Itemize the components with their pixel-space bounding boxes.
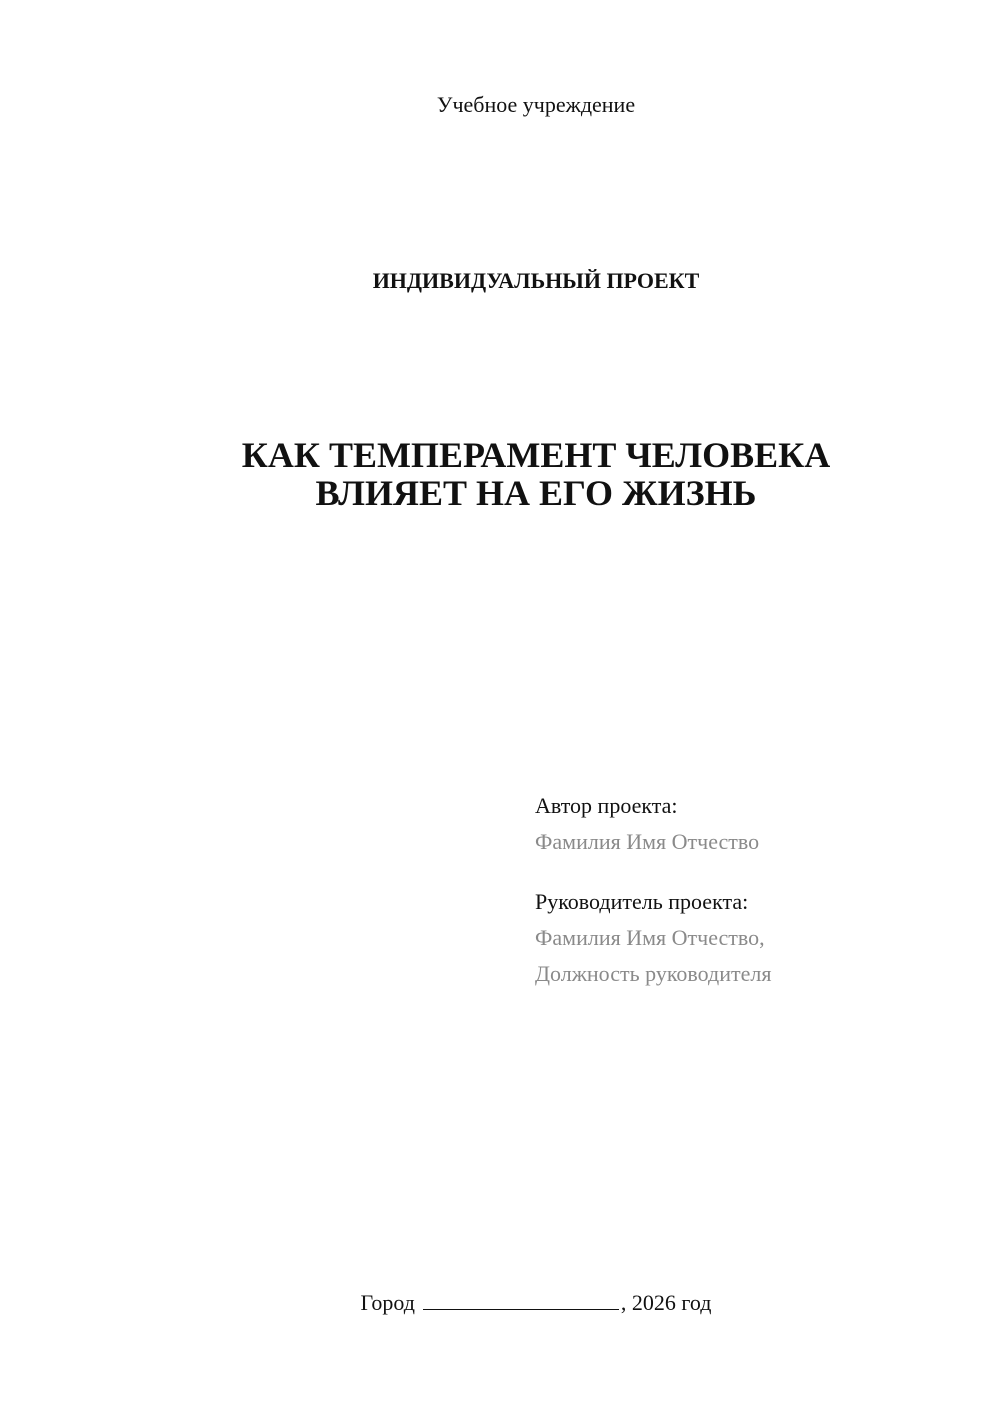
institution-name: Учебное учреждение bbox=[436, 92, 636, 117]
footer-city-year bbox=[0, 1288, 1000, 1318]
supervisor-name: Фамилия Имя Отчество, bbox=[535, 925, 765, 950]
project-title-line-2: ВЛИЯЕТ НА ЕГО ЖИЗНЬ bbox=[315, 473, 757, 513]
document-type: ИНДИВИДУАЛЬНЫЙ ПРОЕКТ bbox=[372, 268, 700, 293]
year-label: , 2026 год bbox=[620, 1290, 712, 1315]
info-spacer bbox=[535, 860, 975, 884]
project-title-line-1: КАК ТЕМПЕРАМЕНТ ЧЕЛОВЕКА bbox=[241, 435, 831, 475]
project-title bbox=[0, 436, 1000, 512]
author-name: Фамилия Имя Отчество bbox=[535, 829, 760, 854]
project-info-block bbox=[535, 788, 975, 992]
city-blank-line bbox=[423, 1289, 619, 1310]
supervisor-position: Должность руководителя bbox=[535, 961, 772, 986]
author-label: Автор проекта: bbox=[535, 793, 678, 818]
supervisor-label: Руководитель проекта: bbox=[535, 889, 749, 914]
city-label: Город bbox=[360, 1290, 415, 1315]
